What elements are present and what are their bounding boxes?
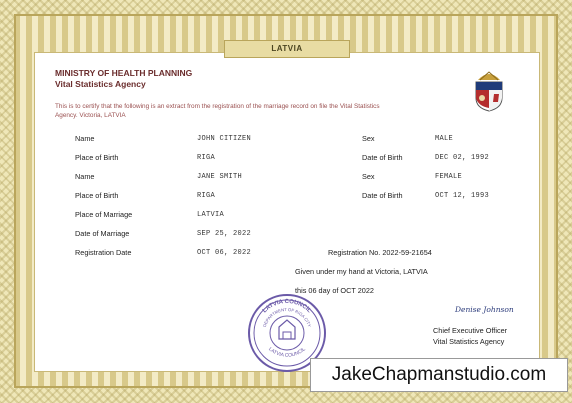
seal-top-text: LATVIA COUNCIL: [261, 298, 313, 315]
svg-text:LATVIA COUNCIL: [267, 346, 307, 359]
registration-date-label: Registration Date: [75, 248, 132, 257]
ministry-title: MINISTRY OF HEALTH PLANNING: [55, 68, 193, 78]
bride-pob-value: RIGA: [197, 192, 216, 200]
registration-number: Registration No. 2022-59-21654: [328, 248, 432, 257]
given-day: this 06 day of OCT 2022: [295, 286, 374, 295]
watermark-banner: JakeChapmanstudio.com: [310, 358, 568, 392]
signatory-agency: Vital Statistics Agency: [433, 337, 505, 346]
country-tab: LATVIA: [224, 40, 350, 58]
groom-name-value: JOHN CITIZEN: [197, 135, 252, 143]
registration-date-value: OCT 06, 2022: [197, 249, 252, 257]
bride-name-label: Name: [75, 172, 95, 181]
bride-name-value: JANE SMITH: [197, 173, 243, 181]
bride-pob-label: Place of Birth: [75, 191, 119, 200]
seal-ring-text: DEPARTMENT OF RIGA CITY: [261, 306, 313, 328]
groom-dob-value: DEC 02, 1992: [435, 154, 490, 162]
given-under-hand: Given under my hand at Victoria, LATVIA: [295, 267, 428, 276]
place-of-marriage-value: LATVIA: [197, 211, 225, 219]
groom-name-label: Name: [75, 134, 95, 143]
seal-bottom-text: LATVIA COUNCIL: [267, 346, 307, 359]
bride-dob-value: OCT 12, 1993: [435, 192, 490, 200]
groom-pob-value: RIGA: [197, 154, 216, 162]
groom-dob-label: Date of Birth: [362, 153, 403, 162]
groom-sex-value: MALE: [435, 135, 454, 143]
signatory-title: Chief Executive Officer: [433, 326, 508, 335]
place-of-marriage-label: Place of Marriage: [75, 210, 133, 219]
date-of-marriage-value: SEP 25, 2022: [197, 230, 252, 238]
groom-pob-label: Place of Birth: [75, 153, 119, 162]
bride-sex-value: FEMALE: [435, 173, 463, 181]
date-of-marriage-label: Date of Marriage: [75, 229, 130, 238]
bride-dob-label: Date of Birth: [362, 191, 403, 200]
agency-title: Vital Statistics Agency: [55, 79, 146, 89]
signature: Denise Johnson: [455, 305, 514, 314]
bride-sex-label: Sex: [362, 172, 375, 181]
groom-sex-label: Sex: [362, 134, 375, 143]
coat-of-arms-icon: [470, 68, 508, 112]
svg-text:LATVIA COUNCIL: [262, 299, 312, 315]
intro-text: This is to certify that the following is an extract from the registration of the marriage record on file the Vital Statistics Agency. Victoria, LATVIA: [55, 103, 380, 119]
